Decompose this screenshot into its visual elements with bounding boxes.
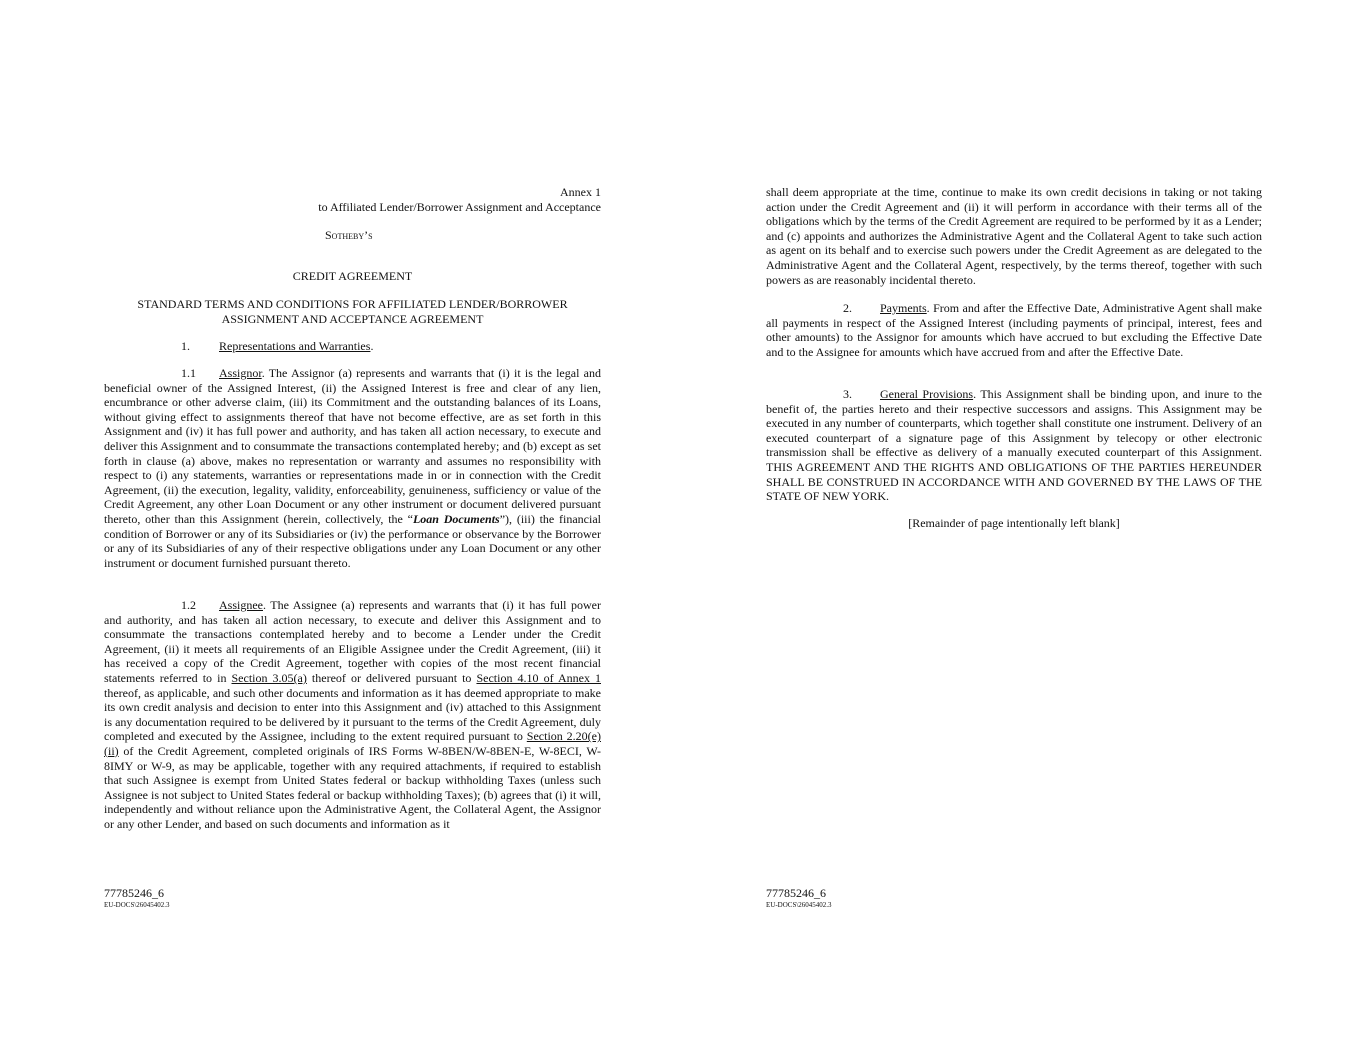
section-1-2-paragraph: 1.2 Assignee. The Assignee (a) represents and warrants that (i) it has full power and authority, and has taken all action necessary, to execute and deliver this Assignment and to consummate the transactions contemplated hereby and to become a Lender under the Credit Agreement, (ii) it meets all requirements of an Eligible Assignee under the Credit Agreement, (iii) it has received a copy of the Credit Agreement, together with copies of the most recent financial statements referred to in Section 3.05(a) thereof or delivered pursuant to Section 4.10 of Annex 1 thereof, as applicable, and such other documents and information as it has deemed appropriate to make its own credit analysis and decision to enter into this Assignment and (iv) attached to this Assignment is any documentation required to be delivered by it pursuant to the terms of the Credit Agreement, duly completed and executed by the Assignee, including to the extent required pursuant to Section 2.20(e)(ii) of the Credit Agreement, completed originals of IRS Forms W-8BEN/W-8BEN-E, W-8ECI, W-8IMY or W-9, as may be applicable, together with any required attachments, if required to establish that such Assignee is exempt from United States federal or backup withholding Taxes (unless such Assignee is not subject to United States federal or backup withholding Taxes); (b) agrees that (i) it will, independently and without reliance upon the Administrative Agent, the Collateral Agent, the Assignor or any other Lender, and based on such documents and information as it	[104, 598, 601, 831]
footer-doc-id: 77785246_6	[766, 886, 826, 900]
section-1-title: Representations and Warranties	[219, 339, 371, 353]
left-page	[104, 0, 601, 1055]
remainder-note: [Remainder of page intentionally left blank]	[908, 516, 1120, 530]
section-3-number: 3.	[843, 387, 852, 401]
section-2-paragraph: 2. Payments. From and after the Effective Date, Administrative Agent shall make all payments in respect of the Assigned Interest (including payments of principal, interest, fees and other amounts) to the Assignor for amounts which have accrued to but excluding the Effective Date and to the Assignee for amounts which have accrued from and after the Effective Date.	[766, 301, 1262, 359]
section-2-title: Payments	[880, 301, 927, 315]
continuation-paragraph: shall deem appropriate at the time, continue to make its own credit decisions in taking or not taking action under the Credit Agreement and (ii) it will perform in accordance with their terms all of the obligations which by the terms of the Credit Agreement are required to be performed by it as a Lender; and (c) appoints and authorizes the Administrative Agent and the Collateral Agent to take such action as agent on its behalf and to exercise such powers under the Credit Agreement as are delegated to the Administrative Agent and the Collateral Agent, respectively, by the terms thereof, together with such powers as are reasonably incidental thereto.	[766, 185, 1262, 287]
section-3-paragraph: 3. General Provisions. This Assignment shall be binding upon, and inure to the benefit of, the parties hereto and their respective successors and assigns. This Assignment may be executed in any number of counterparts, which together shall constitute one instrument. Delivery of an executed counterpart of a signature page of this Assignment by telecopy or other electronic transmission shall be effective as delivery of a manually executed counterpart of this Assignment. THIS AGREEMENT AND THE RIGHTS AND OBLIGATIONS OF THE PARTIES HEREUNDER SHALL BE CONSTRUED IN ACCORDANCE WITH AND GOVERNED BY THE LAWS OF THE STATE OF NEW YORK.	[766, 387, 1262, 504]
footer-doc-id: 77785246_6	[104, 886, 164, 900]
document-subtitle-line1: STANDARD TERMS AND CONDITIONS FOR AFFILIATED LENDER/BORROWER	[137, 297, 568, 311]
section-3-title: General Provisions	[880, 387, 974, 401]
document-subtitle-line2: ASSIGNMENT AND ACCEPTANCE AGREEMENT	[221, 312, 484, 326]
section-reference: Section 2.20(e)(ii)	[104, 729, 601, 758]
footer-doc-ref: EU-DOCS\26045402.3	[766, 901, 832, 909]
defined-term: Loan Documents	[412, 511, 500, 526]
section-1-number: 1.	[181, 339, 190, 353]
annex-label: Annex 1	[560, 185, 601, 199]
section-reference: Section 4.10 of Annex 1	[476, 670, 601, 685]
annex-subtitle: to Affiliated Lender/Borrower Assignment and Acceptance	[318, 200, 601, 214]
company-name: Sotheby’s	[325, 228, 373, 242]
document-title: CREDIT AGREEMENT	[292, 269, 413, 283]
section-1-1-paragraph: 1.1 Assignor. The Assignor (a) represents and warrants that (i) it is the legal and beneficial owner of the Assigned Interest, (ii) the Assigned Interest is free and clear of any lien, encumbrance or other adverse claim, (iii) its Commitment and the outstanding balances of its Loans, without giving effect to assignments thereof that have not become effective, are as set forth in this Assignment and (iv) it has full power and authority, and has taken all action necessary, to execute and deliver this Assignment and to consummate the transactions contemplated hereby; and (b) except as set forth in clause (a) above, makes no representation or warranty and assumes no responsibility with respect to (i) any statements, warranties or representations made in or in connection with the Credit Agreement, (ii) the execution, legality, validity, enforceability, genuineness, sufficiency or value of the Credit Agreement, any other Loan Document or any other instrument or document delivered pursuant thereto, other than this Assignment (herein, collectively, the “Loan Documents”), (iii) the financial condition of Borrower or any of its Subsidiaries or (iv) the performance or observance by the Borrower or any of its Subsidiaries of any of their respective obligations under any Loan Document or any other instrument or document furnished pursuant thereto.	[104, 366, 601, 570]
section-2-number: 2.	[843, 301, 852, 315]
section-reference: Section 3.05(a)	[231, 670, 307, 685]
section-1-1-number: 1.1	[181, 366, 196, 380]
footer-doc-ref: EU-DOCS\26045402.3	[104, 901, 170, 909]
section-1-2-title: Assignee	[219, 598, 263, 612]
right-page	[766, 0, 1262, 1055]
section-1-2-number: 1.2	[181, 598, 196, 612]
section-1-1-title: Assignor	[219, 366, 262, 380]
section-1-heading: 1. Representations and Warranties.	[181, 339, 374, 353]
